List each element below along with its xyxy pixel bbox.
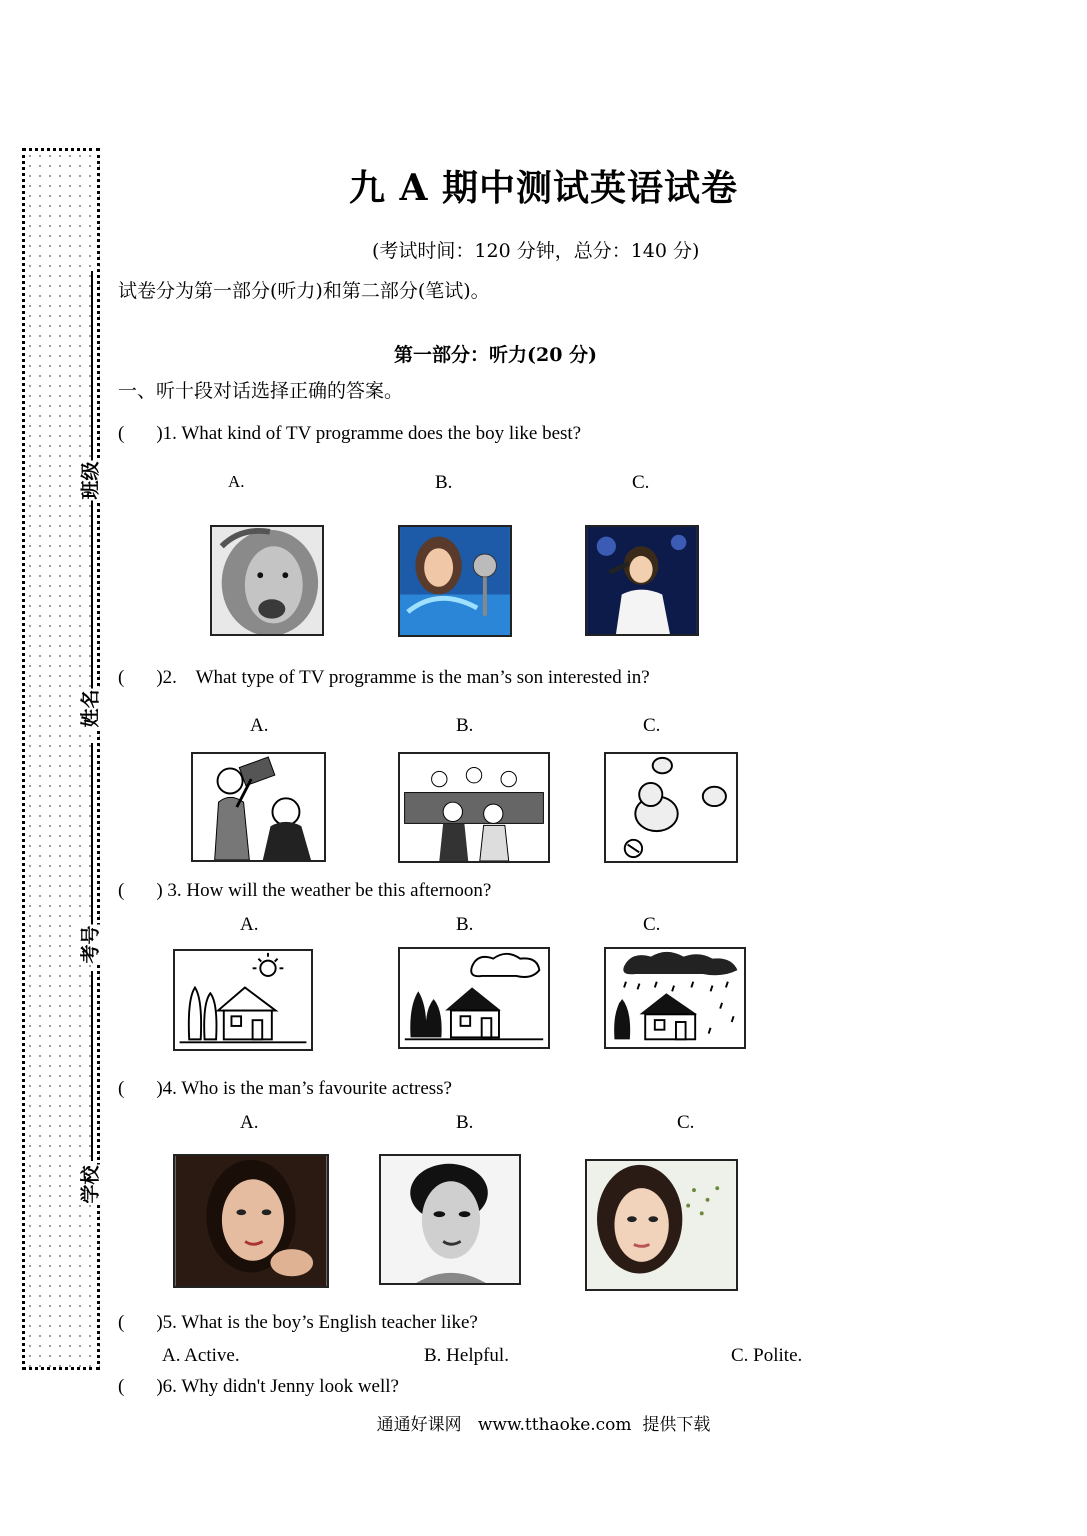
talk-show-image bbox=[400, 527, 510, 635]
binding-line bbox=[91, 971, 93, 1161]
question-text: 3. How will the weather be this afternoon? bbox=[162, 880, 492, 901]
option-a-label: A. bbox=[228, 472, 245, 491]
comedy-image bbox=[193, 754, 324, 860]
option-c-label: C. bbox=[677, 1112, 695, 1133]
question-text: 4. Who is the man’s favourite actress? bbox=[162, 1078, 452, 1099]
answer-paren-open: ( bbox=[118, 880, 125, 901]
actress-a-photo[interactable] bbox=[173, 1154, 329, 1288]
answer-paren-close: ) bbox=[156, 880, 163, 901]
question-4 bbox=[118, 1078, 452, 1100]
question-1 bbox=[118, 423, 581, 445]
option-c-text[interactable]: C. Polite. bbox=[731, 1345, 803, 1366]
option-b-text[interactable]: B. Helpful. bbox=[424, 1345, 509, 1366]
question-text: 5. What is the boy’s English teacher like? bbox=[162, 1312, 478, 1333]
footer-text: 通通好课网 www.tthaoke.com 提供下载 bbox=[376, 1415, 711, 1435]
actress-b-photo[interactable] bbox=[379, 1154, 521, 1285]
answer-paren-open: ( bbox=[118, 1078, 125, 1099]
intro-text: 试卷分为第一部分(听力)和第二部分(笔试)。 bbox=[118, 280, 490, 302]
comedy-cartoon[interactable] bbox=[191, 752, 326, 862]
option-b-label: B. bbox=[456, 914, 474, 935]
answer-paren-close: ) bbox=[156, 1078, 163, 1099]
option-b-label: B. bbox=[435, 472, 453, 493]
answer-paren-open: ( bbox=[118, 1312, 125, 1333]
answer-paren-open: ( bbox=[118, 667, 125, 688]
binding-line bbox=[91, 523, 93, 703]
question-text: 6. Why didn't Jenny look well? bbox=[162, 1376, 399, 1397]
option-a-text[interactable]: A. Active. bbox=[162, 1345, 240, 1366]
class-label: 班级 bbox=[76, 461, 103, 501]
answer-paren-open: ( bbox=[118, 1376, 125, 1397]
page-title: 九 A 期中测试英语试卷 bbox=[349, 167, 738, 209]
lion-image bbox=[212, 527, 322, 634]
exam-info: (考试时间：120 分钟，总分：140 分) bbox=[372, 240, 700, 262]
answer-paren-close: ) bbox=[156, 667, 163, 688]
sunny-image bbox=[175, 951, 311, 1049]
option-b-label: B. bbox=[456, 715, 474, 736]
question-5 bbox=[118, 1312, 478, 1334]
answer-paren-open: ( bbox=[118, 423, 125, 444]
exam-number-label: 考号 bbox=[76, 925, 103, 965]
option-c-label: C. bbox=[643, 914, 661, 935]
option-c-label: C. bbox=[643, 715, 661, 736]
option-a-label: A. bbox=[240, 914, 259, 935]
part1-heading: 第一部分：听力(20 分) bbox=[394, 344, 598, 366]
actress-b-image bbox=[381, 1156, 519, 1283]
answer-paren-close: ) bbox=[156, 1312, 163, 1333]
option-b-label: B. bbox=[456, 1112, 474, 1133]
cloudy-house[interactable] bbox=[398, 947, 550, 1049]
question-text: 2. What type of TV programme is the man’s son interested in? bbox=[162, 667, 650, 688]
school-label: 学校 bbox=[76, 1165, 103, 1205]
answer-paren-close: ) bbox=[156, 1376, 163, 1397]
rainy-house[interactable] bbox=[604, 947, 746, 1049]
option-a-label: A. bbox=[250, 715, 269, 736]
singer-photo[interactable] bbox=[585, 525, 699, 636]
question-3 bbox=[118, 880, 491, 902]
talk-show-poster[interactable] bbox=[398, 525, 512, 637]
sunny-house[interactable] bbox=[173, 949, 313, 1051]
pigs-image bbox=[606, 754, 736, 861]
singer-image bbox=[587, 527, 697, 634]
cloudy-image bbox=[400, 949, 548, 1047]
binding-strip bbox=[22, 148, 100, 1370]
actress-c-photo[interactable] bbox=[585, 1159, 738, 1291]
game-show-cartoon[interactable] bbox=[398, 752, 550, 863]
lion-photo[interactable] bbox=[210, 525, 324, 636]
name-label: 姓名 bbox=[76, 689, 103, 729]
binding-line bbox=[91, 743, 93, 933]
cartoon-pigs[interactable] bbox=[604, 752, 738, 863]
section1-instruction: 一、听十段对话选择正确的答案。 bbox=[118, 380, 404, 402]
rainy-image bbox=[606, 949, 744, 1047]
question-6 bbox=[118, 1376, 399, 1398]
game-show-image bbox=[400, 754, 548, 861]
actress-c-image bbox=[587, 1161, 736, 1289]
actress-a-image bbox=[175, 1156, 327, 1286]
option-c-label: C. bbox=[632, 472, 650, 493]
question-2 bbox=[118, 667, 650, 689]
option-a-label: A. bbox=[240, 1112, 259, 1133]
answer-paren-close: ) bbox=[156, 423, 163, 444]
question-text: 1. What kind of TV programme does the boy like best? bbox=[162, 423, 582, 444]
